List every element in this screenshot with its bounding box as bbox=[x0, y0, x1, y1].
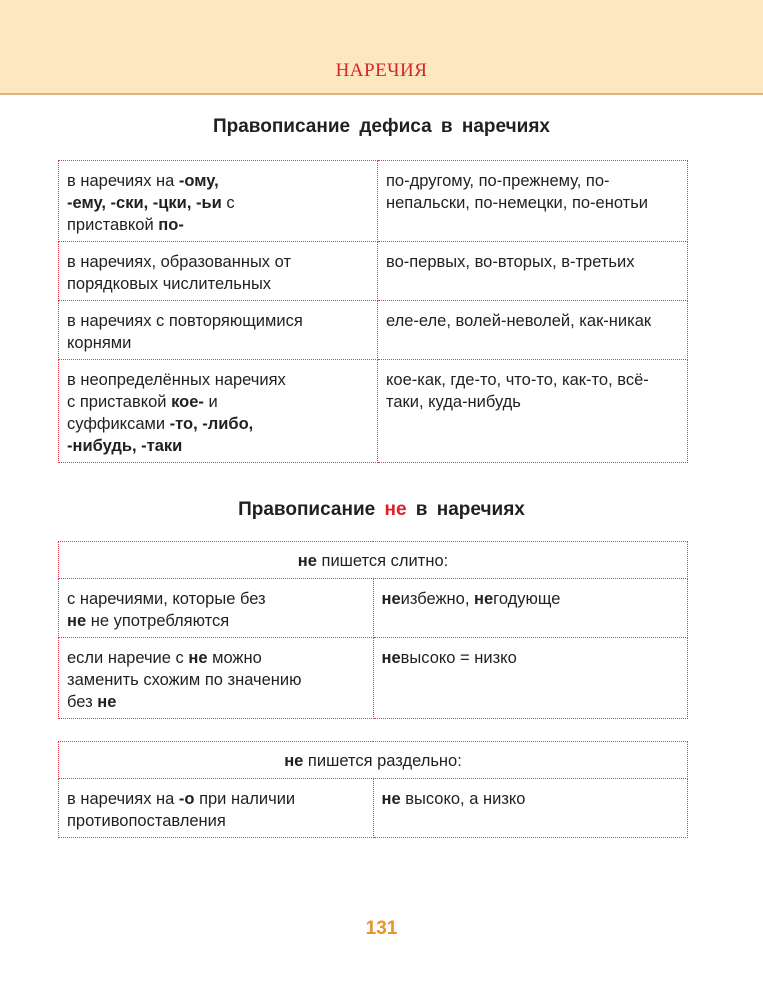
bold-fragment: -ему, -ски, -цки, -ьи bbox=[67, 194, 222, 212]
examples-cell bbox=[373, 638, 688, 719]
table-row bbox=[59, 301, 688, 360]
bold-fragment: не bbox=[67, 612, 87, 630]
text-fragment: и bbox=[203, 393, 218, 411]
examples-cell bbox=[373, 579, 688, 638]
text-fragment: заменить схожим по значению bbox=[67, 671, 302, 689]
bold-fragment: -нибудь, -таки bbox=[67, 437, 183, 455]
title-ne-highlight: не bbox=[384, 499, 407, 520]
bold-fragment: кое- bbox=[171, 393, 204, 411]
bold-fragment: не bbox=[97, 693, 117, 711]
table-row bbox=[59, 242, 688, 301]
rule-cell bbox=[59, 242, 378, 301]
head-text: пишется раздельно: bbox=[303, 752, 462, 770]
section-label: НАРЕЧИЯ bbox=[335, 60, 428, 81]
examples-text: кое-как, где-то, что-то, как-то, всё-таки, куда-нибудь bbox=[386, 371, 649, 411]
title-part: в наречиях bbox=[406, 499, 525, 520]
bold-fragment: -ому, bbox=[178, 172, 219, 190]
text-fragment: с bbox=[221, 194, 235, 212]
bold-fragment: по- bbox=[158, 216, 184, 234]
text-fragment: избежно, bbox=[400, 590, 475, 608]
table-head-cell bbox=[59, 742, 688, 779]
rule-cell bbox=[59, 579, 374, 638]
head-bold: не bbox=[284, 752, 304, 770]
text-fragment: в наречиях на bbox=[67, 172, 179, 190]
title-part: Правописание bbox=[238, 499, 385, 520]
text-fragment: можно bbox=[207, 649, 262, 667]
bold-fragment: не bbox=[381, 649, 401, 667]
examples-cell bbox=[378, 360, 688, 463]
text-fragment: с приставкой bbox=[67, 393, 172, 411]
examples-cell bbox=[373, 779, 688, 838]
table-row bbox=[59, 360, 688, 463]
text-fragment: суффиксами bbox=[67, 415, 170, 433]
rule-cell bbox=[59, 638, 374, 719]
text-fragment: в наречиях с повторяющимися корнями bbox=[67, 312, 303, 352]
ne-section-title bbox=[0, 499, 763, 521]
table-row bbox=[59, 638, 688, 719]
text-fragment: при наличии bbox=[194, 790, 296, 808]
examples-cell bbox=[378, 161, 688, 242]
bold-fragment: -то, -либо, bbox=[169, 415, 254, 433]
rule-cell bbox=[59, 360, 378, 463]
table-head-cell bbox=[59, 542, 688, 579]
bold-fragment: не bbox=[381, 590, 401, 608]
text-fragment: приставкой bbox=[67, 216, 159, 234]
rule-cell bbox=[59, 779, 374, 838]
text-fragment: без bbox=[67, 693, 98, 711]
text-fragment: в неопределённых наречиях bbox=[67, 371, 286, 389]
table-head-row bbox=[59, 742, 688, 779]
text-fragment: с наречиями, которые без bbox=[67, 590, 266, 608]
table-row bbox=[59, 779, 688, 838]
hyphen-section-title: Правописание дефиса в наречиях bbox=[212, 116, 551, 137]
examples-cell bbox=[378, 242, 688, 301]
ne-together-table bbox=[58, 541, 688, 719]
examples-text: по-другому, по-прежнему, по-непальски, по-немецки, по-енотьи bbox=[386, 172, 649, 212]
examples-text: еле-еле, волей-неволей, как-никак bbox=[386, 312, 652, 330]
page-number: 131 bbox=[365, 918, 398, 939]
table-row bbox=[59, 579, 688, 638]
head-bold: не bbox=[297, 552, 317, 570]
bold-fragment: не bbox=[474, 590, 494, 608]
rule-cell bbox=[59, 301, 378, 360]
examples-cell bbox=[378, 301, 688, 360]
text-fragment: высоко = низко bbox=[400, 649, 517, 667]
bold-fragment: -о bbox=[178, 790, 195, 808]
text-fragment: в наречиях на bbox=[67, 790, 179, 808]
examples-text: во-первых, во-вторых, в-третьих bbox=[386, 253, 635, 271]
table-head-row bbox=[59, 542, 688, 579]
bold-fragment: не bbox=[381, 790, 401, 808]
text-fragment: высоко, а низко bbox=[400, 790, 526, 808]
ne-separate-table bbox=[58, 741, 688, 838]
head-text: пишется слитно: bbox=[316, 552, 449, 570]
text-fragment: в наречиях, образованных от порядковых числительных bbox=[67, 253, 292, 293]
text-fragment: не употребляются bbox=[86, 612, 230, 630]
bold-fragment: не bbox=[188, 649, 208, 667]
text-fragment: противопоставления bbox=[67, 812, 226, 830]
text-fragment: годующе bbox=[493, 590, 561, 608]
text-fragment: если наречие с bbox=[67, 649, 189, 667]
hyphen-rules-table bbox=[58, 160, 688, 463]
table-row bbox=[59, 161, 688, 242]
rule-cell bbox=[59, 161, 378, 242]
